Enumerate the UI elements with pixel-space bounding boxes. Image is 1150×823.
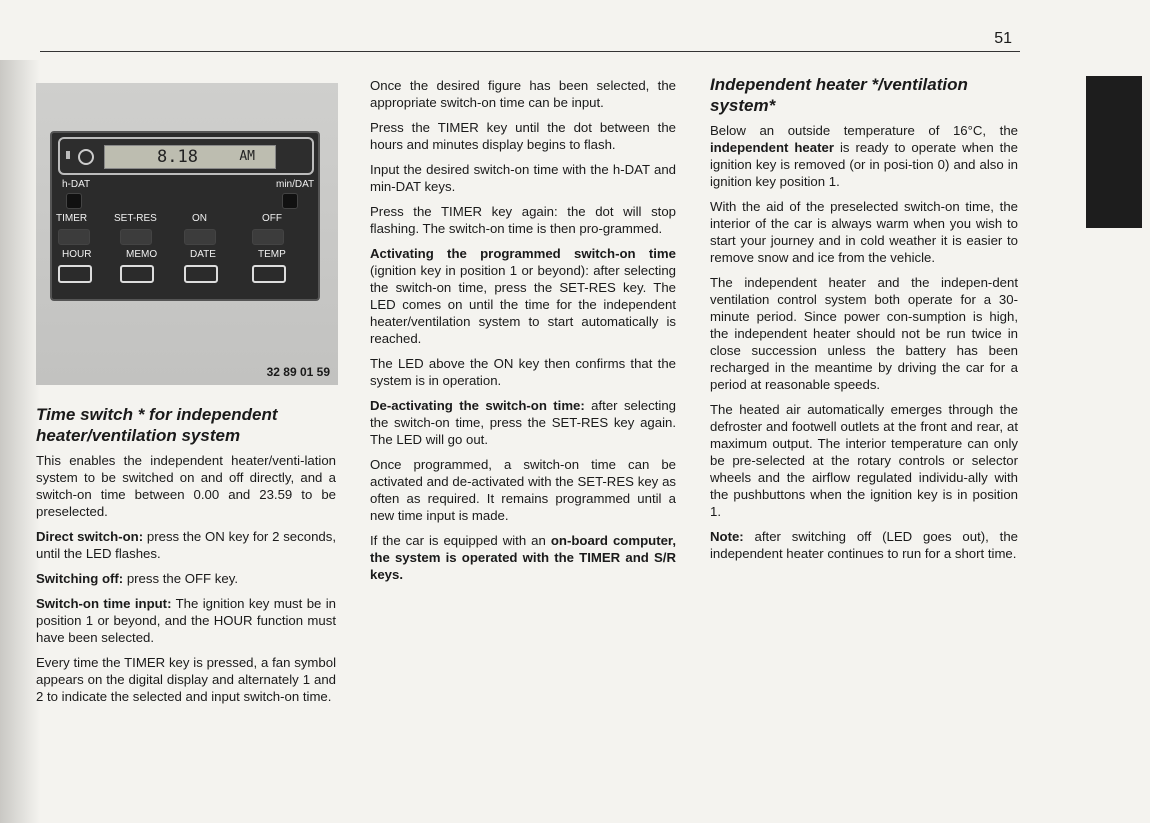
mid-paragraph-3: Input the desired switch-on time with the h-DAT and min-DAT keys. [370, 162, 676, 194]
label-off: OFF [262, 213, 282, 224]
clock-icon [78, 149, 94, 165]
mid-paragraph-8: Once programmed, a switch-on time can be activated and de-activated with the SET-RES key as often as required. It remains programmed until a new time input is made. [370, 457, 676, 523]
label-setres: SET-RES [114, 213, 157, 224]
label-temp: TEMP [258, 249, 286, 260]
independent-heater-heading: Independent heater */ventilation system* [710, 75, 968, 115]
column-middle [370, 77, 676, 591]
activating-paragraph: Activating the programmed switch-on time (ignition key in position 1 or beyond): after selecting the switch-on time, press the SET-RES key. The LED comes on until the time for the independent heater/ventilation system to start automatically is reached. [370, 246, 676, 346]
lcd-am: AM [239, 149, 255, 164]
lcd-display [104, 145, 276, 169]
display-frame [58, 137, 314, 175]
mid-paragraph-2: Press the TIMER key until the dot between the hours and minutes display begins to flash. [370, 120, 676, 152]
setres-button[interactable] [120, 229, 152, 245]
timer-button[interactable] [58, 229, 90, 245]
photo-reference-code: 32 89 01 59 [266, 365, 330, 379]
right-paragraph-3: The independent heater and the indepen-dent ventilation control system both operate for a 30-minute period. Since power con-sumption is high, the independent heater should not be run twice in close succession unless the battery has been recharged in the meantime by driving the car for a period at reasonable speeds. [710, 275, 1018, 392]
right-paragraph-2: With the aid of the preselected switch-on time, the interior of the car is always warm when you wish to start your journey and in cold weather it is easier to remove snow and ice from the vehicle. [710, 199, 1018, 265]
temp-button[interactable] [252, 265, 286, 283]
mindat-button[interactable] [282, 193, 298, 209]
column-right [710, 74, 1018, 570]
time-switch-intro: This enables the independent heater/venti-lation system to be switched on and off directly, and a switch-on time between 0.00 and 23.59 to be preselected. [36, 453, 336, 519]
column-left [36, 404, 336, 713]
timer-panel-photo [36, 83, 338, 385]
header-rule [40, 51, 1020, 52]
date-button[interactable] [184, 265, 218, 283]
switching-off: Switching off: press the OFF key. [36, 571, 238, 586]
hdat-button[interactable] [66, 193, 82, 209]
on-button[interactable] [184, 229, 216, 245]
page-edge-shadow [0, 60, 40, 823]
memo-button[interactable] [120, 265, 154, 283]
label-on: ON [192, 213, 207, 224]
chapter-tab-marker [1086, 76, 1142, 228]
label-hour: HOUR [62, 249, 92, 260]
label-date: DATE [190, 249, 216, 260]
mid-paragraph-4: Press the TIMER key again: the dot will stop flashing. The switch-on time is then pro-grammed. [370, 204, 676, 236]
onboard-computer-paragraph: If the car is equipped with an on-board computer, the system is operated with the TIMER and S/R keys. [370, 533, 676, 582]
right-paragraph-4: The heated air automatically emerges through the defroster and footwell outlets at the front and rear, at maximum output. The interior temperature can only be pre-selected at the rotary controls or selector wheels and the airflow regulated individu-ally with the pushbuttons when the ignition key is in position 1. [710, 402, 1018, 519]
right-paragraph-1: Below an outside temperature of 16°C, the independent heater is ready to operate when the ignition key is removed (or in posi-tion 0) and also in ignition key position 1. [710, 123, 1018, 189]
label-hdat: h-DAT [62, 179, 91, 190]
hour-button[interactable] [58, 265, 92, 283]
label-timer: TIMER [56, 213, 88, 224]
switch-on-time-input: Switch-on time input: The ignition key must be in position 1 or beyond, and the HOUR function must have been selected. [36, 596, 336, 645]
label-mindat: min/DAT [276, 179, 315, 190]
timer-key-paragraph: Every time the TIMER key is pressed, a fan symbol appears on the digital display and alternately 1 and 2 to indicate the selected and input switch-on time. [36, 655, 336, 704]
direct-switch-on: Direct switch-on: press the ON key for 2 seconds, until the LED flashes. [36, 529, 336, 561]
display-indicator [66, 151, 70, 159]
note-paragraph: Note: after switching off (LED goes out), the independent heater continues to run for a short time. [710, 529, 1018, 561]
time-switch-heading: Time switch * for independent heater/ventilation system [36, 405, 278, 445]
label-memo: MEMO [126, 249, 158, 260]
mid-paragraph-1: Once the desired figure has been selected, the appropriate switch-on time can be input. [370, 78, 676, 110]
deactivating-paragraph: De-activating the switch-on time: after selecting the switch-on time, press the SET-RES key again. The LED will go out. [370, 398, 676, 447]
page-number: 51 [994, 30, 1012, 47]
off-button[interactable] [252, 229, 284, 245]
timer-control-panel [50, 131, 320, 301]
mid-paragraph-6: The LED above the ON key then confirms that the system is in operation. [370, 356, 676, 388]
lcd-time: 8.18 [157, 147, 198, 167]
